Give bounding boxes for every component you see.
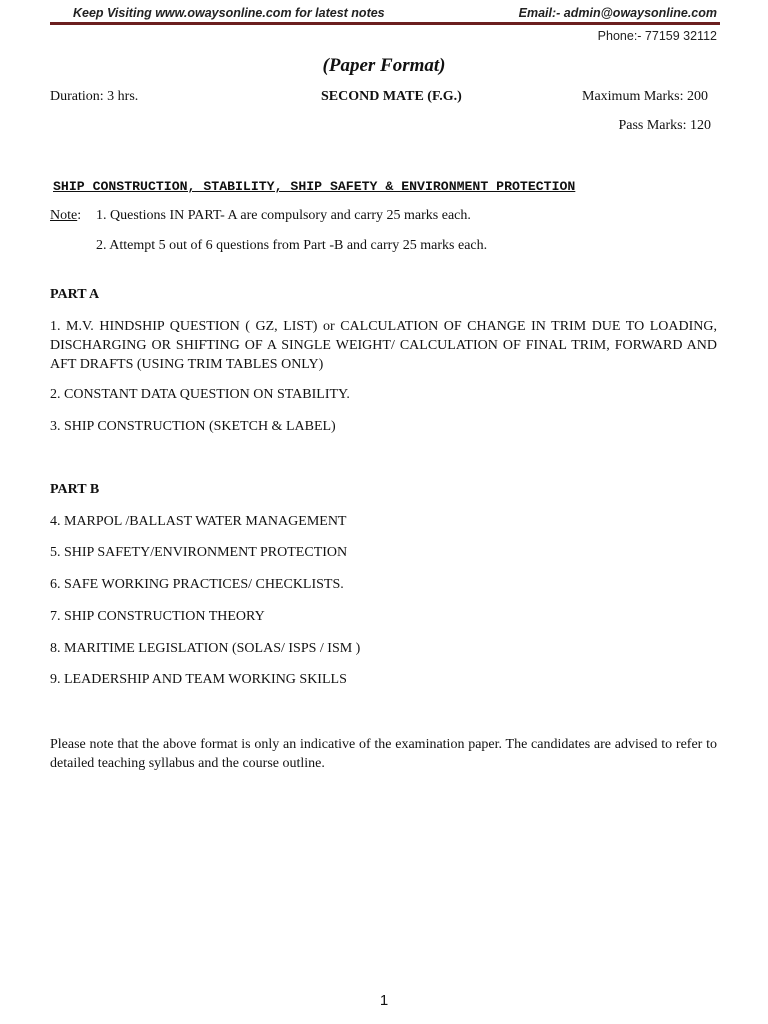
header-email-text: Email:- admin@owaysonline.com [518,6,717,20]
note-label-colon: : [77,208,82,223]
part-a-item-1: 1. M.V. HINDSHIP QUESTION ( GZ, LIST) or CALCULATION OF CHANGE IN TRIM DUE TO LOADING, DISCHARGING OR SHIFTING OF A SINGLE WEIGHT/ CALCULATION OF FINAL TRIM, FORWARD AND AFT DRAFTS (USING TRIM TABLES ONLY) [50,319,717,372]
header-website-text: Keep Visiting www.owaysonline.com for latest notes [73,6,385,20]
part-a-heading: PART A [50,287,100,302]
grade-text: SECOND MATE (F.G.) [321,89,462,104]
part-b-item-5: 5. SHIP SAFETY/ENVIRONMENT PROTECTION [50,545,348,560]
part-a-item-3: 3. SHIP CONSTRUCTION (SKETCH & LABEL) [50,419,336,434]
page-title: (Paper Format) [322,55,446,76]
part-b-item-4: 4. MARPOL /BALLAST WATER MANAGEMENT [50,514,347,529]
part-b-item-7: 7. SHIP CONSTRUCTION THEORY [50,609,265,624]
note-label-text: Note [50,208,78,223]
page-number: 1 [379,992,389,1009]
note-line-1: 1. Questions IN PART- A are compulsory and carry 25 marks each. [96,208,471,223]
pass-marks-text: Pass Marks: 120 [618,118,711,133]
part-a-item-2: 2. CONSTANT DATA QUESTION ON STABILITY. [50,387,350,402]
part-b-item-9: 9. LEADERSHIP AND TEAM WORKING SKILLS [50,672,347,687]
subject-heading: SHIP CONSTRUCTION, STABILITY, SHIP SAFETY & ENVIRONMENT PROTECTION [53,179,576,194]
footer-note: Please note that the above format is only an indicative of the examination paper. The candidates are advised to refer to detailed teaching syllabus and the course outline. [50,737,717,771]
part-b-item-6: 6. SAFE WORKING PRACTICES/ CHECKLISTS. [50,577,344,592]
note-line-2: 2. Attempt 5 out of 6 questions from Part -B and carry 25 marks each. [96,238,488,253]
max-marks-text: Maximum Marks: 200 [582,89,708,104]
part-b-heading: PART B [50,482,100,497]
note-label [50,208,81,224]
header-divider [50,22,720,25]
header-phone-text: Phone:- 77159 32112 [597,29,717,43]
duration-text: Duration: 3 hrs. [50,89,139,104]
part-b-item-8: 8. MARITIME LEGISLATION (SOLAS/ ISPS / ISM ) [50,641,361,656]
